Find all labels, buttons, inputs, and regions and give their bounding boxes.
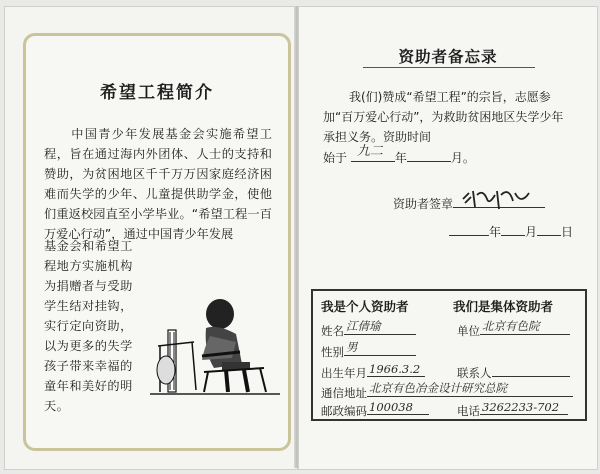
memo-title: 资助者备忘录: [398, 48, 498, 66]
name-row: [321, 321, 416, 339]
postcode-label: 邮政编码: [321, 404, 367, 418]
intro-line: 天。: [44, 399, 70, 413]
contact-field[interactable]: [492, 363, 570, 377]
gender-value: 男: [346, 340, 358, 354]
sign-day-char: 日: [561, 225, 574, 239]
phone-field[interactable]: [480, 401, 568, 415]
intro-text: 中国青少年发展基金会实施希望工程，旨在通过海内外团体、人士的支持和赞助，为贫困地区千千万万因家庭经济困难而失学的少年、儿童提供助学金，使他们重返校园直至小学毕业。“希望工程一百万爱心行动”，通过中国青少年发展: [44, 127, 272, 241]
intro-line: 基金会和希望工: [44, 239, 133, 253]
memo-paragraph: [323, 87, 575, 168]
sign-year-field[interactable]: [449, 221, 489, 236]
title-underline: [363, 67, 535, 68]
intro-paragraph: [44, 124, 272, 244]
group-donor-header: 我们是集体资助者: [453, 299, 554, 314]
intro-line: 实行定向资助，: [44, 319, 133, 333]
name-label: 姓名: [321, 324, 344, 338]
gender-row: [321, 342, 416, 360]
birth-label: 出生年月: [321, 366, 367, 380]
address-field[interactable]: [367, 383, 573, 397]
start-year-field[interactable]: [351, 144, 395, 162]
intro-line: 孩子带来幸福的: [44, 359, 133, 373]
right-page: [298, 6, 598, 470]
sign-date-row: [449, 221, 573, 240]
donor-info-box: [311, 289, 587, 421]
intro-line: 学生结对挂钩，: [44, 299, 133, 313]
individual-donor-header: 我是个人资助者: [321, 299, 409, 314]
address-label: 通信地址: [321, 386, 367, 400]
child-studying-illustration: [144, 272, 284, 402]
postcode-row: [321, 401, 429, 419]
memo-text: 我(们)赞成“希望工程”的宗旨，志愿参加“百万爱心行动”，为救助贫困地区失学少年承担义务。资助时间: [323, 90, 564, 144]
birth-value: 1966.3.2: [369, 362, 421, 376]
start-month-field[interactable]: [407, 147, 451, 162]
unit-label: 单位: [457, 324, 480, 338]
month-char: 月。: [450, 151, 475, 165]
unit-value: 北京有色院: [482, 319, 540, 333]
postcode-field[interactable]: [367, 401, 429, 415]
phone-row: [457, 401, 568, 419]
phone-label: 电话: [457, 404, 480, 418]
intro-line: 程地方实施机构: [44, 259, 133, 273]
address-value: 北京有色冶金设计研究总院: [369, 381, 507, 395]
birth-field[interactable]: [367, 363, 425, 377]
gender-label: 性别: [321, 345, 344, 359]
left-page: [4, 6, 298, 470]
sign-year-char: 年: [489, 225, 502, 239]
start-prefix: 始于: [323, 151, 348, 165]
intro-title: 希望工程简介: [100, 83, 214, 103]
name-field[interactable]: [344, 321, 416, 335]
intro-narrow-column: [44, 236, 142, 416]
handwritten-signature: [459, 185, 535, 213]
sign-month-field[interactable]: [501, 221, 525, 236]
year-char: 年: [394, 151, 407, 165]
intro-line: 童年和美好的明: [44, 379, 133, 393]
address-row: [321, 383, 573, 401]
unit-field[interactable]: [480, 321, 570, 335]
unit-row: [457, 321, 570, 339]
contact-row: [457, 363, 570, 381]
gender-field[interactable]: [344, 342, 416, 356]
intro-frame: [23, 33, 291, 451]
postcode-value: 100038: [369, 400, 413, 414]
intro-line: 为捐赠者与受助: [44, 279, 133, 293]
sign-month-char: 月: [525, 225, 538, 239]
phone-value: 3262233-702: [482, 400, 560, 414]
contact-label: 联系人: [457, 366, 492, 380]
sign-day-field[interactable]: [537, 221, 561, 236]
start-year-value: 九二: [356, 144, 383, 159]
birth-row: [321, 363, 425, 381]
signature-label: 资助者签章: [393, 197, 454, 211]
intro-line: 以为更多的失学: [44, 339, 133, 353]
name-value: 江倩瑜: [346, 319, 381, 333]
